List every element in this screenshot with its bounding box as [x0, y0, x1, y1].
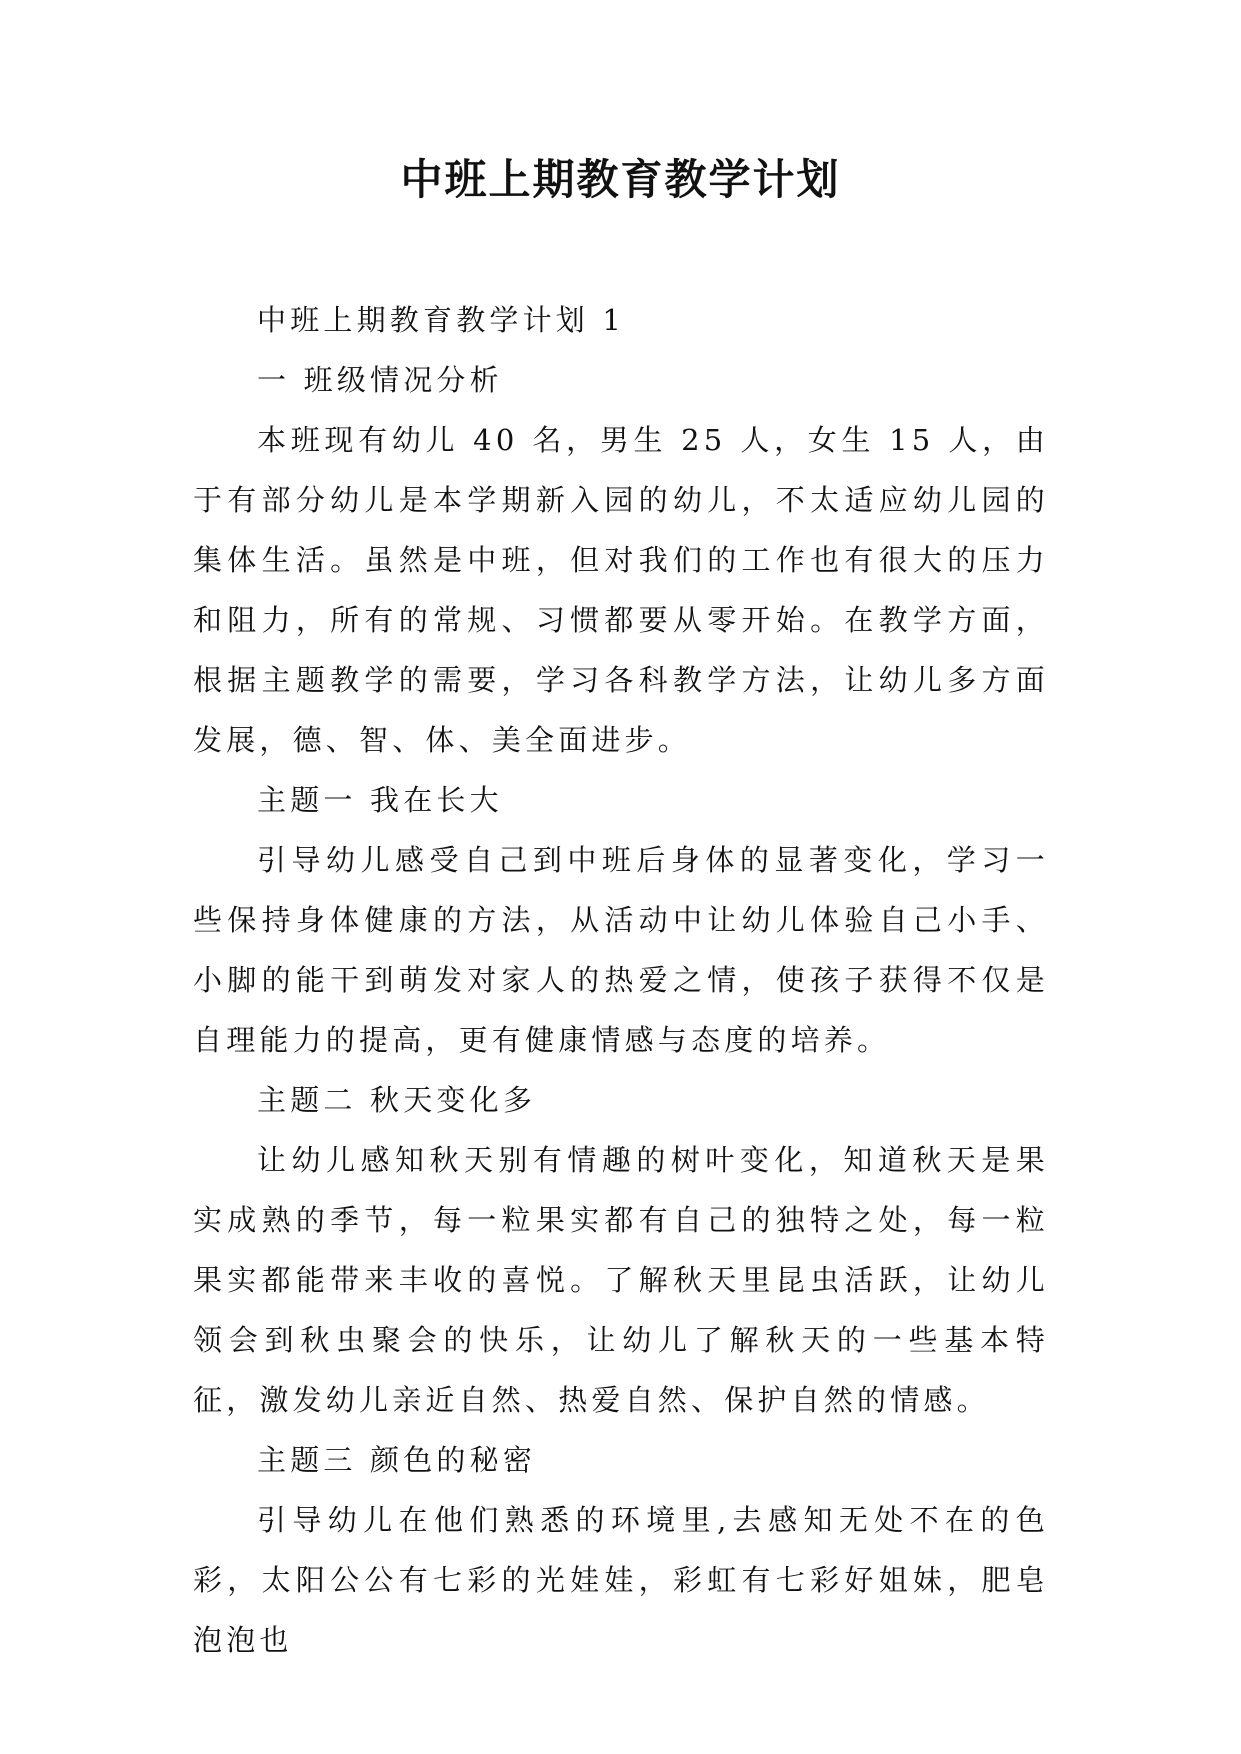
paragraph-class-analysis: 本班现有幼儿 40 名，男生 25 人，女生 15 人，由于有部分幼儿是本学期新入园的幼儿，不太适应幼儿园的集体生活。虽然是中班，但对我们的工作也有很大的压力和阻力，所有的常规、习惯都要从零开始。在教学方面，根据主题教学的需要，学习各科教学方法，让幼儿多方面发展，德、智、体、美全面进步。 — [193, 423, 1049, 757]
section-heading-theme-1: 主题一 我在长大 — [257, 783, 503, 817]
paragraph-theme-3: 引导幼儿在他们熟悉的环境里,去感知无处不在的色彩，太阳公公有七彩的光娃娃，彩虹有七彩好姐妹，肥皂泡泡也 — [193, 1503, 1049, 1657]
section-heading-class-analysis: 一 班级情况分析 — [257, 363, 503, 397]
section-heading-plan-1: 中班上期教育教学计划 1 — [257, 303, 626, 337]
section-heading-theme-3: 主题三 颜色的秘密 — [257, 1443, 537, 1477]
document-title: 中班上期教育教学计划 — [400, 155, 841, 204]
paragraph-theme-2: 让幼儿感知秋天别有情趣的树叶变化，知道秋天是果实成熟的季节，每一粒果实都有自己的独特之处，每一粒果实都能带来丰收的喜悦。了解秋天里昆虫活跃，让幼儿领会到秋虫聚会的快乐，让幼儿了解秋天的一些基本特征，激发幼儿亲近自然、热爱自然、保护自然的情感。 — [193, 1143, 1049, 1417]
document-body — [193, 290, 1049, 1670]
section-heading-theme-2: 主题二 秋天变化多 — [257, 1083, 537, 1117]
paragraph-theme-1: 引导幼儿感受自己到中班后身体的显著变化，学习一些保持身体健康的方法，从活动中让幼儿体验自己小手、小脚的能干到萌发对家人的热爱之情，使孩子获得不仅是自理能力的提高，更有健康情感与态度的培养。 — [193, 843, 1049, 1057]
